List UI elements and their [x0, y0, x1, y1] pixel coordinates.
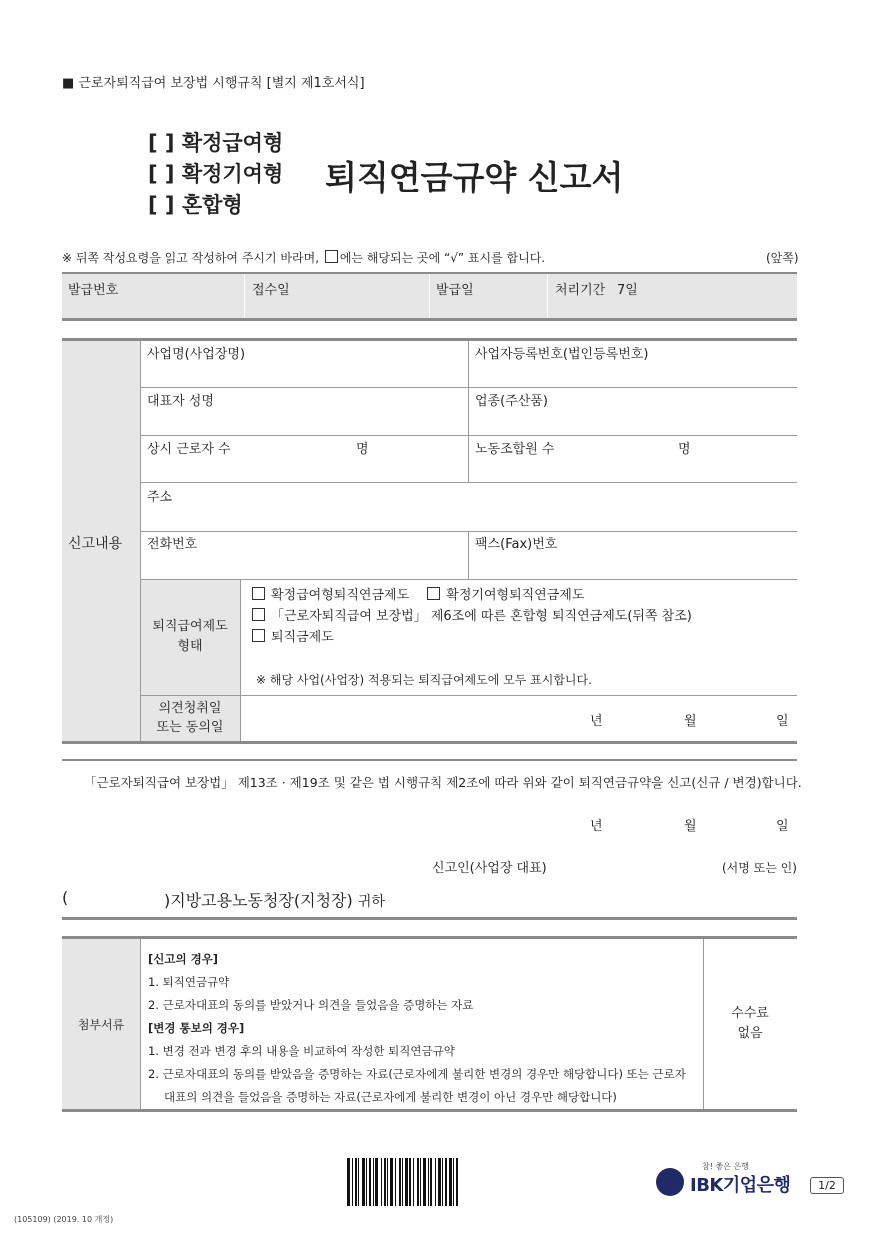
page-side: (앞쪽)	[766, 251, 799, 265]
business-reg-no-label: 사업자등록번호(법인등록번호)	[475, 347, 649, 362]
list-item: 1. 변경 전과 변경 후의 내용을 비교하여 작성한 퇴직연금규약	[148, 1044, 455, 1058]
plan-option-label: 퇴직금제도	[271, 630, 334, 645]
plan-note: ※ 해당 사업(사업장) 적용되는 퇴직급여제도에 모두 표시합니다.	[256, 673, 592, 687]
plan-option-label: 「근로자퇴직급여 보장법」 제6조에 따른 혼합형 퇴직연금제도(뒤쪽 참조)	[271, 609, 692, 624]
sign-note: (서명 또는 인)	[722, 861, 797, 875]
divider	[62, 318, 797, 321]
page-title: 퇴직연금규약 신고서	[325, 158, 624, 197]
opinion-date-label	[140, 699, 240, 737]
divider	[62, 338, 797, 341]
recipient	[164, 888, 385, 911]
plan-option-label: 확정기여형퇴직연금제도	[446, 588, 585, 603]
fee-value: 없음	[737, 1026, 763, 1041]
notice-suffix: 에는 해당되는 곳에 “√” 표시를 합니다.	[339, 251, 546, 265]
processing-period-value: 7일	[617, 283, 638, 298]
fee-label: 수수료	[731, 1006, 769, 1021]
plan-type-label-line2: 형태	[177, 639, 203, 654]
declaration-month: 월	[684, 819, 697, 834]
report-section-label: 신고내용	[68, 536, 123, 552]
bank-logo-icon	[656, 1168, 684, 1196]
list-item: 2. 근로자대표의 동의를 받았거나 의견을 들었음을 증명하는 자료	[148, 998, 474, 1012]
declaration-year: 년	[590, 819, 603, 834]
bank-name: IBK기업은행	[690, 1175, 791, 1196]
plan-checkbox-hybrid[interactable]	[252, 606, 692, 627]
divider	[62, 741, 797, 744]
plan-type-label	[140, 617, 240, 657]
industry-label: 업종(주산품)	[475, 394, 548, 409]
plan-option-defined-benefit: [ ] 확정급여형	[148, 131, 284, 155]
bank-slogan: 참! 좋은 은행	[702, 1162, 749, 1171]
issue-date-label: 발급일	[436, 283, 474, 298]
checkbox-icon	[252, 629, 265, 642]
plan-checkbox-db[interactable]	[252, 588, 409, 603]
opinion-date-label-line1: 의견청취일	[158, 701, 222, 716]
divider	[468, 341, 469, 482]
processing-period-label: 처리기간	[555, 283, 606, 298]
divider	[62, 936, 797, 939]
union-members-label: 노동조합원 수	[475, 442, 555, 457]
regulation-reference: ■ 근로자퇴직급여 보장법 시행규칙 [별지 제1호서식]	[62, 76, 365, 91]
attachments-label: 첨부서류	[77, 1018, 125, 1032]
divider	[140, 482, 797, 483]
recipient-suffix: 귀하	[357, 894, 385, 910]
barcode	[347, 1158, 458, 1206]
plan-type-label-line1: 퇴직급여제도	[152, 619, 228, 634]
opinion-date-label-line2: 또는 동의일	[156, 720, 224, 735]
plan-option-defined-contribution: [ ] 확정기여형	[148, 162, 284, 186]
divider	[62, 759, 797, 761]
page-number: 1/2	[810, 1177, 844, 1194]
notice-prefix: ※ 뒤쪽 작성요령을 읽고 작성하여 주시기 바라며,	[62, 251, 320, 265]
fee	[703, 1004, 797, 1044]
divider	[240, 579, 241, 741]
opinion-day: 일	[776, 714, 789, 729]
business-name-label: 사업명(사업장명)	[147, 347, 246, 362]
plan-type-options	[148, 128, 283, 221]
receipt-number-label: 발급번호	[68, 283, 119, 298]
divider	[140, 435, 797, 436]
phone-label: 전화번호	[147, 537, 198, 552]
divider	[429, 274, 430, 318]
representative-label: 대표자 성명	[147, 394, 214, 409]
fax-label: 팩스(Fax)번호	[475, 537, 558, 552]
divider	[140, 531, 797, 532]
declaration-text: 「근로자퇴직급여 보장법」 제13조 · 제19조 및 같은 법 시행규칙 제2조에 따라 위와 같이 퇴직연금규약을 신고(신규 / 변경)합니다.	[84, 775, 802, 790]
address-label: 주소	[147, 490, 173, 505]
list-item: 1. 퇴직연금규약	[148, 975, 230, 989]
opinion-year: 년	[590, 714, 603, 729]
checkbox-icon	[325, 250, 338, 263]
plan-checkbox-severance[interactable]	[252, 627, 692, 648]
divider	[140, 939, 141, 1109]
plan-option-label: 확정급여형퇴직연금제도	[271, 588, 410, 603]
employees-unit: 명	[356, 442, 369, 457]
checkbox-icon	[252, 587, 265, 600]
signer-label: 신고인(사업장 대표)	[432, 861, 547, 876]
opinion-month: 월	[684, 714, 697, 729]
divider	[468, 531, 469, 579]
divider	[140, 579, 797, 580]
plan-options	[252, 585, 692, 648]
new-header: [신고의 경우]	[148, 952, 219, 966]
form-code: (105109) (2019. 10 개정)	[14, 1215, 114, 1224]
divider	[62, 917, 797, 920]
checkbox-icon	[427, 587, 440, 600]
checkbox-icon	[252, 608, 265, 621]
employees-label: 상시 근로자 수	[147, 442, 231, 457]
change-header: [변경 통보의 경우]	[148, 1021, 245, 1035]
divider	[140, 341, 141, 741]
attachments-list	[148, 948, 686, 1109]
divider	[244, 274, 245, 318]
divider	[547, 274, 548, 318]
divider	[140, 695, 797, 696]
list-item: 2. 근로자대표의 동의를 받았음을 증명하는 자료(근로자에게 불리한 변경의 경우만 해당합니다) 또는 근로자	[148, 1067, 686, 1081]
recipient-office: )지방고용노동청장(지청장)	[164, 891, 353, 910]
recipient-open: (	[62, 888, 69, 907]
received-date-label: 접수일	[252, 283, 290, 298]
list-item: 대표의 의견을 들었음을 증명하는 자료(근로자에게 불리한 변경이 아닌 경우만 해당합니다)	[164, 1090, 617, 1104]
plan-option-hybrid: [ ] 혼합형	[148, 193, 243, 217]
plan-checkbox-dc[interactable]	[427, 588, 584, 603]
union-members-unit: 명	[678, 442, 691, 457]
notice	[62, 249, 545, 266]
divider	[140, 387, 797, 388]
divider	[62, 1109, 797, 1112]
declaration-day: 일	[776, 819, 789, 834]
